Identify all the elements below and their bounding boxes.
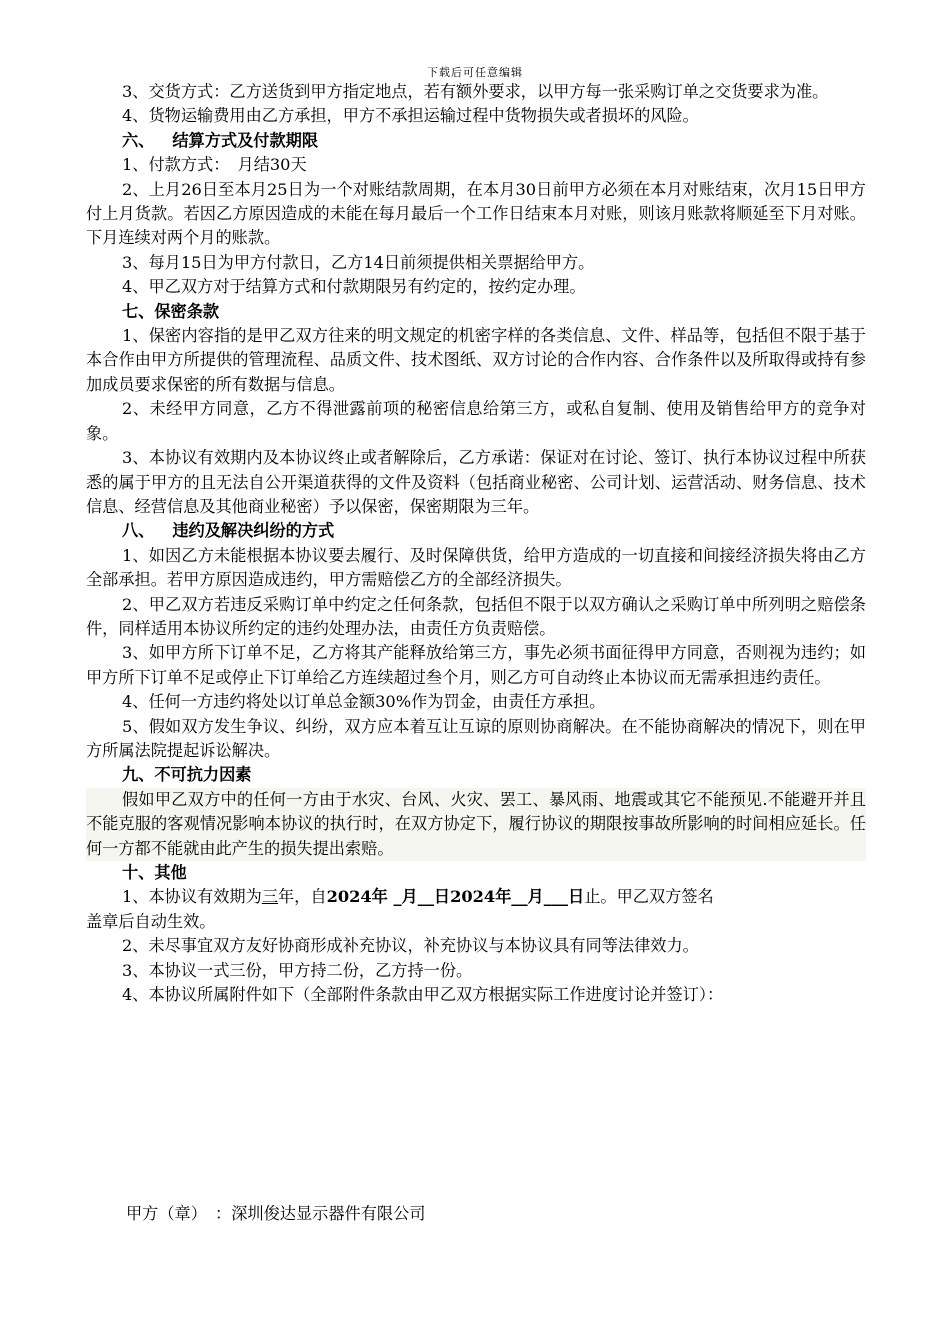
- payment-clause-4: 4、甲乙双方对于结算方式和付款期限另有约定的，按约定办理。: [122, 277, 586, 297]
- party-a-signature: 甲方（章） ：深圳俊达显示器件有限公司: [126, 1204, 426, 1223]
- confidentiality-clause-2: 2、未经甲方同意，乙方不得泄露前项的秘密信息给第三方，或私自复制、使用及销售给甲方的竞争对象。: [86, 399, 866, 443]
- payment-clause-2: 2、上月26日至本月25日为一个对账结款周期，在本月30日前甲方必须在本月对账结束，次月15日甲方付上月货款。若因乙方原因造成的未能在每月最后一个工作日结束本月对账，则该月账款将顺延至下月对账。下月连续对两个月的账款。: [86, 179, 866, 248]
- breach-clause-1: 1、如因乙方未能根据本协议要去履行、及时保障供货，给甲方造成的一切直接和间接经济损失将由乙方全部承担。若甲方原因造成违约，甲方需赔偿乙方的全部经济损失。: [86, 545, 866, 590]
- breach-clause-4: 4、任何一方违约将处以订单总金额30%作为罚金，由责任方承担。: [122, 692, 606, 712]
- other-clause-1: 1、本协议有效期为三年，自2024年 _月__日2024年__月___日止。甲乙双方签名: [122, 887, 714, 907]
- section-nine-heading: 九、不可抗力因素: [122, 765, 252, 785]
- delivery-clause-3: 3、交货方式：乙方送货到甲方指定地点，若有额外要求，以甲方每一张采购订单之交货要求为准。: [122, 82, 829, 101]
- confidentiality-clause-3: 3、本协议有效期内及本协议终止或者解除后，乙方承诺：保证对在讨论、签订、执行本协议过程中所获悉的属于甲方的且无法自公开渠道获得的文件及资料（包括商业秘密、公司计划、运营活动、财务信息、技术信息、经营信息及其他商业秘密）予以保密，保密期限为三年。: [86, 448, 866, 516]
- other-clause-4: 4、本协议所属附件如下（全部附件条款由甲乙双方根据实际工作进度讨论并签订）：: [122, 985, 724, 1005]
- confidentiality-clause-1: 1、保密内容指的是甲乙双方往来的明文规定的机密字样的各类信息、文件、样品等，包括但不限于基于本合作由甲方所提供的管理流程、品质文件、技术图纸、双方讨论的合作内容、合作条件以及所取得或持有参加成员要求保密的所有数据与信息。: [86, 326, 866, 394]
- other-clause-1-cont: 盖章后自动生效。: [86, 911, 216, 931]
- section-ten-heading: 十、其他: [122, 863, 187, 882]
- breach-clause-3: 3、如甲方所下订单不足，乙方将其产能释放给第三方，事先必须书面征得甲方同意，否则视为违约；如甲方所下订单不足或停止下订单给乙方连续超过叁个月，则乙方可自动终止本协议而无需承担违约责任。: [86, 643, 866, 687]
- breach-clause-5: 5、假如双方发生争议、纠纷，双方应本着互让互谅的原则协商解决。在不能协商解决的情况下，则在甲方所属法院提起诉讼解决。: [86, 716, 866, 760]
- breach-clause-2: 2、甲乙双方若违反采购订单中约定之任何条款，包括但不限于以双方确认之采购订单中所列明之赔偿条件，同样适用本协议所约定的违约处理办法，由责任方负责赔偿。: [86, 594, 866, 638]
- contract-body: [86, 80, 866, 1007]
- section-eight-heading: 八、 违约及解决纠纷的方式: [122, 521, 335, 541]
- section-seven-heading: 七、保密条款: [122, 301, 220, 321]
- delivery-clause-4: 4、货物运输费用由乙方承担，甲方不承担运输过程中货物损失或者损坏的风险。: [122, 106, 699, 126]
- other-clause-3: 3、本协议一式三份，甲方持二份，乙方持一份。: [122, 960, 473, 980]
- section-six-heading: 六、 结算方式及付款期限: [122, 130, 319, 150]
- payment-clause-1: 1、付款方式： 月结30天: [122, 155, 307, 175]
- force-majeure-clause: 假如甲乙双方中的任何一方由于水灾、台风、火灾、罢工、暴风雨、地震或其它不能预见.不能避开并且不能克服的客观情况影响本协议的执行时，在双方协定下，履行协议的期限按事故所影响的时间相应延长。任何一方都不能就由此产生的损失提出索赔。: [86, 788, 866, 861]
- header-note: 下载后可任意编辑: [427, 66, 523, 79]
- other-clause-2: 2、未尽事宜双方友好协商形成补充协议，补充协议与本协议具有同等法律效力。: [122, 936, 699, 956]
- payment-clause-3: 3、每月15日为甲方付款日，乙方14日前须提供相关票据给甲方。: [122, 252, 595, 272]
